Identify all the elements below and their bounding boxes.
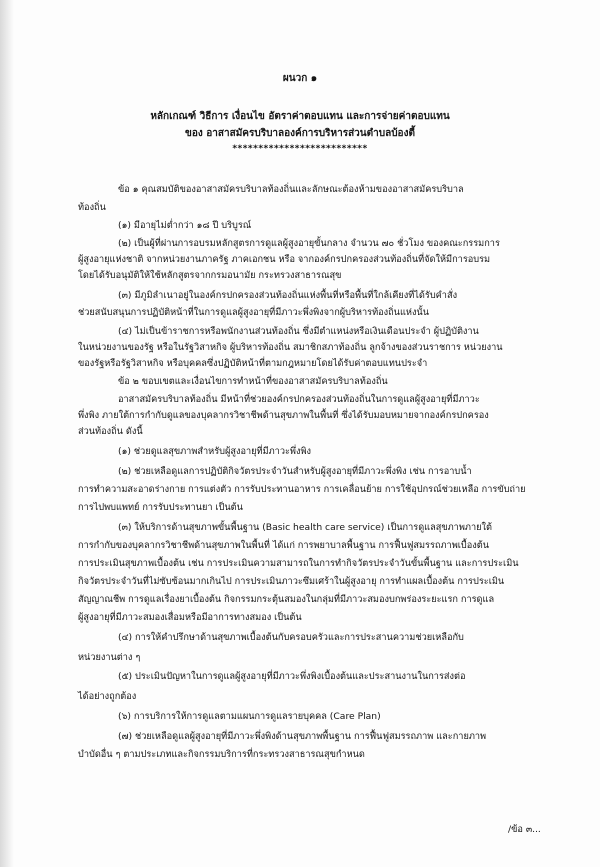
clause-2-item-3-cont-5: ผู้สูงอายุที่มีภาวะสมองเสื่อมหรือมีอาการทางสมอง เป็นต้น bbox=[78, 612, 302, 623]
clause-2-item-6: (๖) การบริการให้การดูแลตามแผนการดูแลรายบุคคล (Care Plan) bbox=[118, 711, 381, 722]
clause-1-item-2-cont-2: โดยได้รับอนุมัติให้ใช้หลักสูตรจากกรมอนามัย กระทรวงสาธารณสุข bbox=[78, 270, 342, 281]
clause-2-intro-cont-2: ส่วนท้องถิ่น ดังนี้ bbox=[78, 426, 143, 437]
clause-2-intro-cont-1: พึ่งพิง ภายใต้การกำกับดูแลของบุคลากรวิชาชีพด้านสุขภาพในพื้นที่ ซึ่งได้รับมอบหมายจากองค์กรปกครอง bbox=[78, 410, 489, 421]
clause-1-item-2-cont-1: ผู้สูงอายุแห่งชาติ จากหน่วยงานภาครัฐ ภาคเอกชน หรือ จากองค์กรปกครองส่วนท้องถิ่นที่จัดให้มีการอบรม bbox=[78, 254, 491, 265]
clause-2-intro: อาสาสมัครบริบาลท้องถิ่น มีหน้าที่ช่วยองค์กรปกครองส่วนท้องถิ่นในการดูแลผู้สูงอายุที่มีภาวะ bbox=[118, 394, 480, 405]
clause-2-item-2: (๒) ช่วยเหลือดูแลการปฏิบัติกิจวัตรประจำวันสำหรับผู้สูงอายุที่มีภาวะพึ่งพิง เช่น การอาบน้ำ bbox=[118, 466, 472, 477]
clause-2-item-2-cont-2: การไปพบแพทย์ การรับประทานยา เป็นต้น bbox=[78, 502, 243, 513]
clause-1-item-2: (๒) เป็นผู้ที่ผ่านการอบรมหลักสูตรการดูแลผู้สูงอายุขั้นกลาง จำนวน ๗๐ ชั่วโมง ของคณะกรรมการ bbox=[118, 238, 500, 249]
clause-2-item-3-cont-2: การประเมินสุขภาพเบื้องต้น เช่น การประเมินความสามารถในการทำกิจวัตรประจำวันขั้นพื้นฐาน และการประเมิน bbox=[78, 558, 519, 569]
clause-1-heading: ข้อ ๑ คุณสมบัติของอาสาสมัครบริบาลท้องถิ่นและลักษณะต้องห้ามของอาสาสมัครบริบาล bbox=[118, 184, 464, 195]
clause-2-item-7: (๗) ช่วยเหลือดูแลผู้สูงอายุที่มีภาวะพึ่งพิงด้านสุขภาพพื้นฐาน การฟื้นฟูสมรรถภาพ และกายภาพ bbox=[118, 731, 487, 742]
clause-1-item-4-cont-1: ในหน่วยงานของรัฐ หรือในรัฐวิสาหกิจ ผู้บริหารท้องถิ่น สมาชิกสภาท้องถิ่น ลูกจ้างของส่วนราชการ หน่วยงาน bbox=[78, 342, 503, 353]
clause-2-item-5: (๕) ประเมินปัญหาในการดูแลผู้สูงอายุที่มีภาวะพึ่งพิงเบื้องต้นและประสานงานในการส่งต่อ bbox=[118, 671, 466, 682]
clause-2-item-2-cont-1: การทำความสะอาดร่างกาย การแต่งตัว การรับประทานอาหาร การเคลื่อนย้าย การใช้อุปกรณ์ช่วยเหลือ การขับถ่าย bbox=[78, 484, 526, 495]
clause-2-item-3-cont-3: กิจวัตรประจำวันที่ไม่ซับซ้อนมากเกินไป การประเมินภาวะซึมเศร้าในผู้สูงอายุ การทำแผลเบื้องต้น การประเมิน bbox=[78, 576, 505, 587]
clause-1-item-1: (๑) มีอายุไม่ต่ำกว่า ๑๘ ปี บริบูรณ์ bbox=[118, 220, 252, 231]
clause-2-item-7-cont: บำบัดอื่น ๆ ตามประเภทและกิจกรรมบริการที่กระทรวงสาธารณสุขกำหนด bbox=[78, 749, 365, 760]
clause-2-item-5-cont: ได้อย่างถูกต้อง bbox=[78, 691, 137, 702]
clause-2-item-4: (๔) การให้คำปรึกษาด้านสุขภาพเบื้องต้นกับครอบครัวและการประสานความช่วยเหลือกับ bbox=[118, 632, 464, 643]
document-title-line-2: ของ อาสาสมัครบริบาลองค์การบริหารส่วนตำบลบ้องตี้ bbox=[185, 128, 415, 139]
annex-label: ผนวก ๑ bbox=[282, 73, 318, 84]
clause-2-item-3-cont-4: สัญญาณชีพ การดูแลเรื่องยาเบื้องต้น กิจกรรมกระตุ้นสมองในกลุ่มที่มีภาวะสมองบกพร่องระยะแรก การดูแล bbox=[78, 594, 495, 605]
clause-2-item-3: (๓) ให้บริการด้านสุขภาพขั้นพื้นฐาน (Basic health care service) เป็นการดูแลสุขภาพภายใต้ bbox=[118, 522, 492, 533]
clause-2-item-4-cont: หน่วยงานต่าง ๆ bbox=[78, 652, 141, 663]
clause-1-item-3: (๓) มีภูมิลำเนาอยู่ในองค์กรปกครองส่วนท้องถิ่นแห่งพื้นที่หรือพื้นที่ใกล้เคียงที่ได้รับคำสั่ง bbox=[118, 290, 458, 301]
clause-2-item-1: (๑) ช่วยดูแลสุขภาพสำหรับผู้สูงอายุที่มีภาวะพึ่งพิง bbox=[118, 446, 312, 457]
clause-1-item-4: (๔) ไม่เป็นข้าราชการหรือพนักงานส่วนท้องถิ่น ซึ่งมีตำแหน่งหรือเงินเดือนประจำ ผู้ปฏิบัติงาน bbox=[118, 326, 479, 337]
next-page-reference: /ข้อ ๓... bbox=[508, 824, 541, 835]
clause-2-heading: ข้อ ๒ ขอบเขตและเงื่อนไขการทำหน้าที่ของอาสาสมัครบริบาลท้องถิ่น bbox=[118, 376, 388, 387]
document-title-line-1: หลักเกณฑ์ วิธีการ เงื่อนไข อัตราค่าตอบแทน และการจ่ายค่าตอบแทน bbox=[150, 111, 450, 122]
clause-1-item-4-cont-2: ของรัฐหรือรัฐวิสาหกิจ หรือบุคคลซึ่งปฏิบัติหน้าที่ตามกฎหมายโดยได้รับค่าตอบแทนประจำ bbox=[78, 358, 428, 369]
clause-2-item-3-cont-1: การกำกับของบุคลากรวิชาชีพด้านสุขภาพในพื้นที่ ได้แก่ การพยาบาลพื้นฐาน การฟื้นฟูสมรรถภาพเบื้องต้น bbox=[78, 540, 489, 551]
clause-1-item-3-cont: ช่วยสนับสนุนการปฏิบัติหน้าที่ในการดูแลผู้สูงอายุที่มีภาวะพึ่งพิงจากผู้บริหารท้องถิ่นแห่งนั้น bbox=[78, 307, 429, 318]
title-separator: ************************** bbox=[232, 144, 368, 154]
clause-1-heading-cont: ท้องถิ่น bbox=[78, 202, 106, 213]
